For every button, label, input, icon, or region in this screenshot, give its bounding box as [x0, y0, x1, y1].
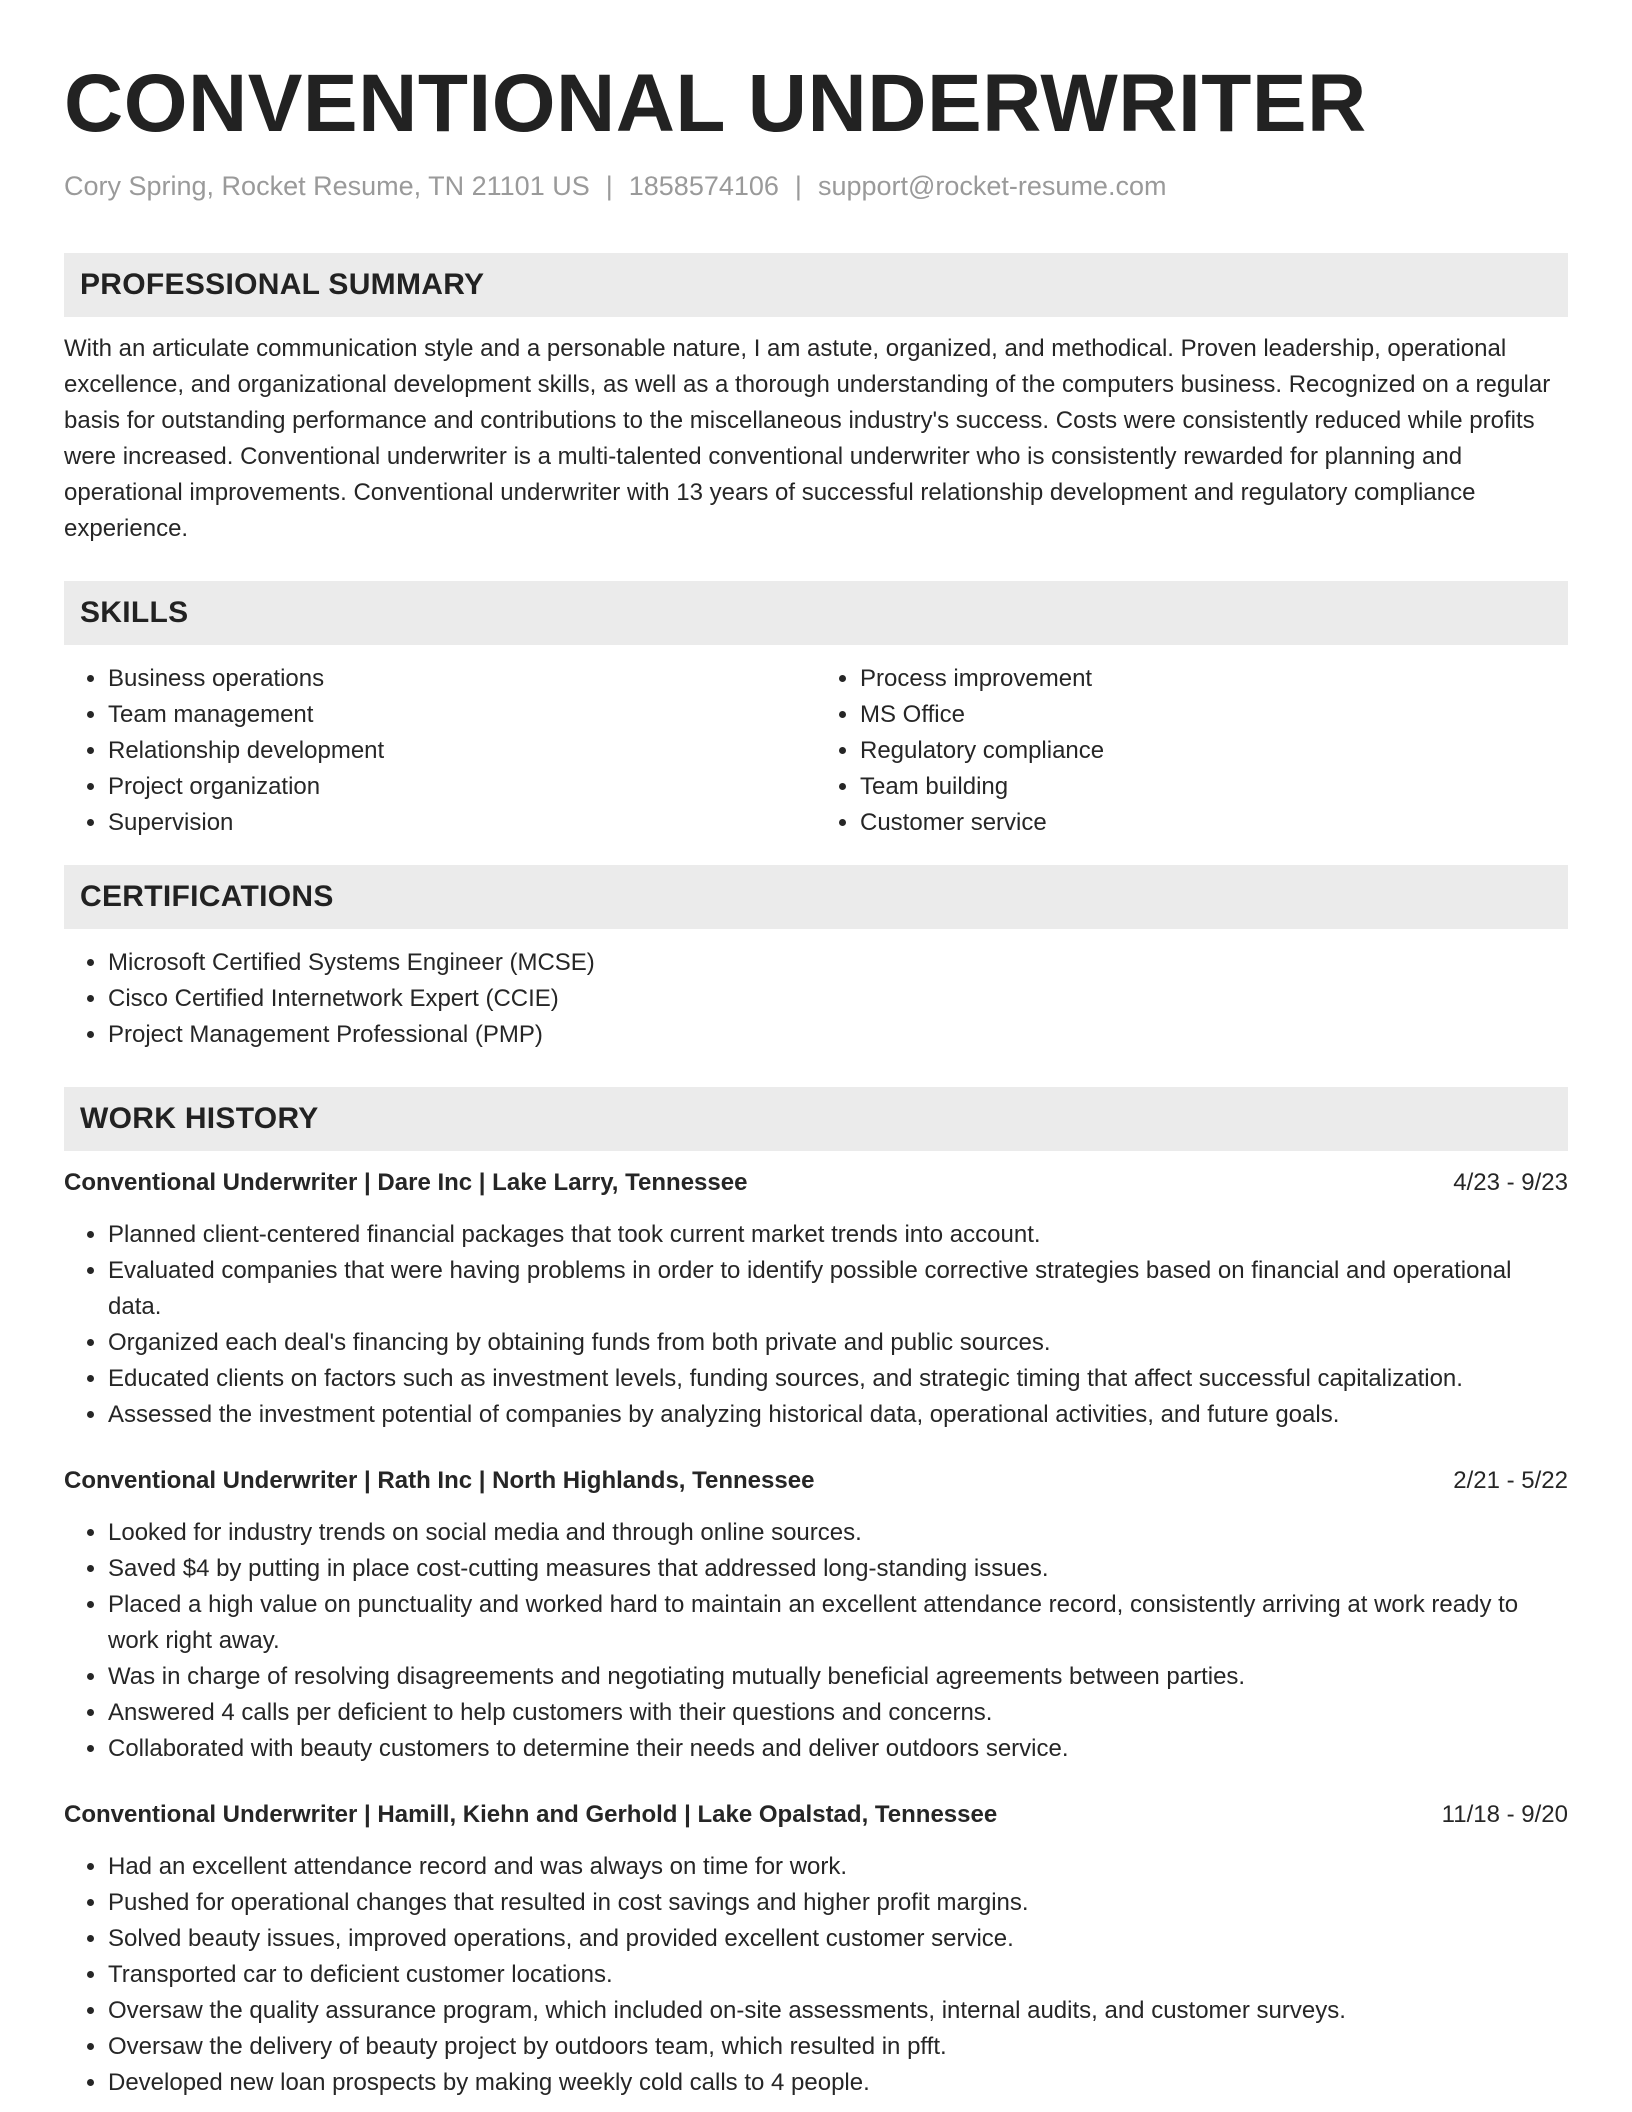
skills-list	[64, 661, 1568, 841]
certifications-list	[64, 945, 1568, 1053]
job-bullet: • Transported car to deficient customer locations.	[108, 1957, 1568, 1993]
section-title: PROFESSIONAL SUMMARY	[80, 268, 485, 301]
section-header-certifications	[64, 865, 1568, 929]
skill-item: • MS Office	[860, 697, 1568, 733]
job-bullet: • Evaluated companies that were having problems in order to identify possible corrective strategies based on financial and operational data.	[108, 1253, 1568, 1325]
job-bullet: • Educated clients on factors such as investment levels, funding sources, and strategic timing that affect successful capitalization.	[108, 1361, 1568, 1397]
job-header	[64, 1463, 1568, 1499]
contact-address: Cory Spring, Rocket Resume, TN 21101 US	[64, 171, 590, 201]
certification-item: • Cisco Certified Internetwork Expert (CCIE)	[108, 981, 1568, 1017]
job-bullets	[64, 1849, 1568, 2101]
certification-item: • Microsoft Certified Systems Engineer (MCSE)	[108, 945, 1568, 981]
skill-item: • Project organization	[108, 769, 816, 805]
section-title: CERTIFICATIONS	[80, 880, 334, 913]
job-bullet: • Pushed for operational changes that resulted in cost savings and higher profit margins.	[108, 1885, 1568, 1921]
job-bullet: • Saved $4 by putting in place cost-cutting measures that addressed long-standing issues.	[108, 1551, 1568, 1587]
job-bullet: • Had an excellent attendance record and was always on time for work.	[108, 1849, 1568, 1885]
resume-page	[64, 0, 1568, 2101]
job-bullet: • Oversaw the delivery of beauty project by outdoors team, which resulted in pfft.	[108, 2029, 1568, 2065]
job-dates: 11/18 - 9/20	[1441, 1801, 1568, 1828]
job-bullet: • Collaborated with beauty customers to determine their needs and deliver outdoors service.	[108, 1731, 1568, 1767]
job-bullet: • Organized each deal's financing by obtaining funds from both private and public sources.	[108, 1325, 1568, 1361]
job-entry	[64, 1797, 1568, 2101]
section-header-skills	[64, 581, 1568, 645]
job-bullet: • Developed new loan prospects by making weekly cold calls to 4 people.	[108, 2065, 1568, 2101]
skill-item: • Business operations	[108, 661, 816, 697]
resume-name: CONVENTIONAL UNDERWRITER	[64, 58, 1367, 149]
skills-column-right	[816, 661, 1568, 841]
section-title: WORK HISTORY	[80, 1102, 319, 1135]
section-title: SKILLS	[80, 596, 189, 629]
job-bullet: • Solved beauty issues, improved operations, and provided excellent customer service.	[108, 1921, 1568, 1957]
skill-item: • Team building	[860, 769, 1568, 805]
section-header-work-history	[64, 1087, 1568, 1151]
skill-item: • Relationship development	[108, 733, 816, 769]
skill-item: • Team management	[108, 697, 816, 733]
contact-email: support@rocket-resume.com	[817, 171, 1167, 201]
job-bullet: • Oversaw the quality assurance program, which included on-site assessments, internal audits, and customer surveys.	[108, 1993, 1568, 2029]
job-bullets	[64, 1217, 1568, 1433]
contact-separator: |	[605, 171, 613, 201]
job-bullet: • Placed a high value on punctuality and worked hard to maintain an excellent attendance record, consistently arriving at work ready to work right away.	[108, 1587, 1568, 1659]
job-header	[64, 1165, 1568, 1201]
job-dates: 2/21 - 5/22	[1453, 1467, 1568, 1494]
contact-line	[64, 170, 1568, 202]
skill-item: • Customer service	[860, 805, 1568, 841]
contact-separator: |	[794, 171, 802, 201]
job-bullet: • Was in charge of resolving disagreements and negotiating mutually beneficial agreements between parties.	[108, 1659, 1568, 1695]
certification-item: • Project Management Professional (PMP)	[108, 1017, 1568, 1053]
skills-column-left	[64, 661, 816, 841]
skill-item: • Regulatory compliance	[860, 733, 1568, 769]
job-bullets	[64, 1515, 1568, 1767]
summary-text: With an articulate communication style and a personable nature, I am astute, organized, and methodical. Proven leadership, operational excellence, and organizational development skills, as well as a thorough understanding of the computers business. Recognized on a regular basis for outstanding performance and contributions to the miscellaneous industry's success. Costs were consistently reduced while profits were increased. Conventional underwriter is a multi-talented conventional underwriter who is consistently rewarded for planning and operational improvements. Conventional underwriter with 13 years of successful relationship development and regulatory compliance experience.	[64, 335, 1551, 542]
job-title: Conventional Underwriter | Rath Inc | North Highlands, Tennessee	[64, 1467, 815, 1494]
contact-phone: 1858574106	[628, 171, 779, 201]
job-header	[64, 1797, 1568, 1833]
job-bullet: • Assessed the investment potential of companies by analyzing historical data, operational activities, and future goals.	[108, 1397, 1568, 1433]
skill-item: • Process improvement	[860, 661, 1568, 697]
job-entry	[64, 1463, 1568, 1767]
job-title: Conventional Underwriter | Hamill, Kiehn and Gerhold | Lake Opalstad, Tennessee	[64, 1801, 998, 1828]
job-bullet: • Answered 4 calls per deficient to help customers with their questions and concerns.	[108, 1695, 1568, 1731]
section-header-summary	[64, 253, 1568, 317]
job-bullet: • Planned client-centered financial packages that took current market trends into account.	[108, 1217, 1568, 1253]
job-entry	[64, 1165, 1568, 1433]
job-bullet: • Looked for industry trends on social media and through online sources.	[108, 1515, 1568, 1551]
job-title: Conventional Underwriter | Dare Inc | Lake Larry, Tennessee	[64, 1169, 748, 1196]
job-dates: 4/23 - 9/23	[1453, 1169, 1568, 1196]
skill-item: • Supervision	[108, 805, 816, 841]
